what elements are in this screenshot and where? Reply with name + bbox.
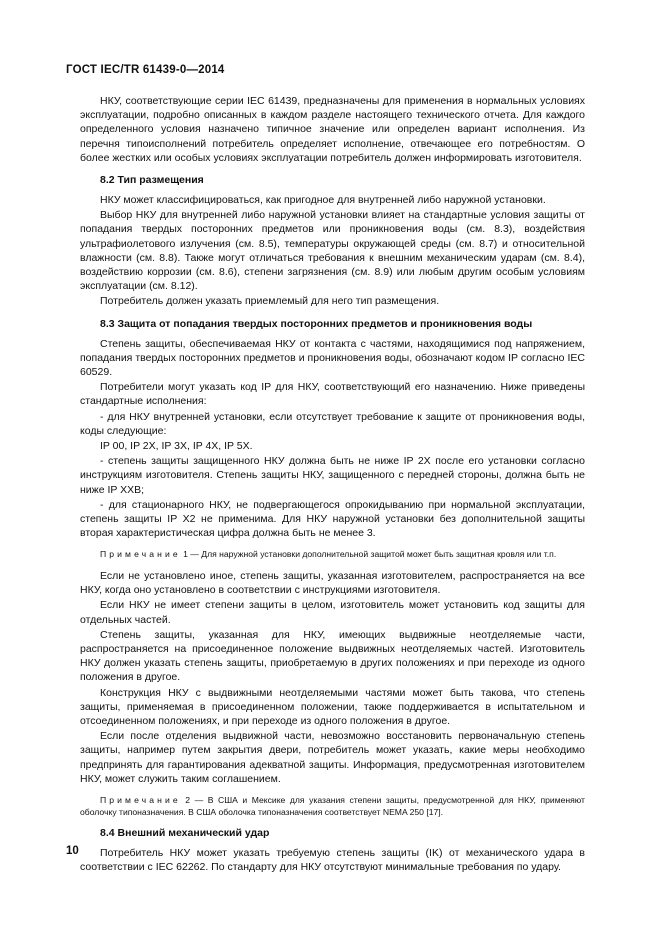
- section-8-4-heading: 8.4 Внешний механический удар: [100, 827, 270, 840]
- page-body: [80, 94, 585, 875]
- paragraph: Если НКУ не имеет степени защиты в целом, изготовитель может установить код защиты для отдельных частей.: [80, 599, 585, 626]
- section-8-3-heading: 8.3 Защита от попадания твердых посторонних предметов и проникновения воды: [100, 317, 533, 330]
- paragraph: Конструкция НКУ с выдвижными неотделяемыми частями может быть такова, что степень защиты, применяемая в присоединенном положении, также поддерживается в испытательном и отсоединенном положениях, и при переходе из одного положения в другое.: [80, 686, 585, 728]
- note-1: [80, 549, 585, 561]
- paragraph: Степень защиты, указанная для НКУ, имеющих выдвижные неотделяемые части, распространяется на присоединенное положение выдвижных неотделяемых частей. Изготовитель НКУ должен указать степень защиты, приобретаемую в других положениях и при переходе из одного положения в другое.: [80, 628, 585, 684]
- paragraph: Потребитель должен указать приемлемый для него тип размещения.: [100, 295, 440, 308]
- paragraph: - для стационарного НКУ, не подвергающегося опрокидыванию при нормальной эксплуатации, степень защиты IP X2 не применима. Для НКУ наружной установки без дополнительной защиты вторая характеристическая цифра должна быть не менее 3.: [80, 498, 585, 540]
- note-text: 2 — В США и Мексике для указания степени защиты, предусмотренной для НКУ, применяют оболочку типоназначения. В США оболочка типоназначения соответствует NEMA 250 [17].: [80, 795, 585, 817]
- paragraph: Если не установлено иное, степень защиты, указанная изготовителем, распространяется на все НКУ, когда оно установлено в соответствии с инструкциями изготовителя.: [80, 569, 585, 597]
- page-number: 10: [66, 845, 79, 857]
- ip-code-list: IP 00, IP 2X, IP 3X, IP 4X, IP 5X.: [100, 440, 253, 453]
- paragraph: Выбор НКУ для внутренней либо наружной установки влияет на стандартные условия защиты от попадания твердых посторонних предметов или проникновения воды (см. 8.3), воздействия ультрафиолетового излучения (см. 8.5), температуры окружающей среды (см. 8.7) и относительной влажности (см. 8.8). Также могут отличаться требования к внешним механическим ударам (см. 8.4), воздействию коррозии (см. 8.6), степени загрязнения (см. 8.9) или любым другим особым условиям эксплуатации (см. 8.12).: [80, 209, 585, 293]
- paragraph: Степень защиты, обеспечиваемая НКУ от контакта с частями, находящимися под напряжением, попадания твердых посторонних предметов и проникновения воды, обозначают кодом IP согласно IEC 60529.: [80, 337, 585, 379]
- intro-paragraph: НКУ, соответствующие серии IEC 61439, предназначены для применения в нормальных условиях эксплуатации, подробно описанных в каждом разделе настоящего технического отчета. Для каждого определенного условия назначено типичное значение или определен вариант исполнения. Из перечня типоисполнений потребитель определяет исполнение, отвечающее его потребностям. О более жестких или особых условиях эксплуатации потребитель должен информировать изготовителя.: [80, 95, 585, 164]
- note-2: [80, 795, 585, 818]
- paragraph: НКУ может классифицироваться, как пригодное для внутренней либо наружной установки.: [100, 194, 546, 207]
- section-8-2-heading: 8.2 Тип размещения: [100, 174, 204, 187]
- document-header: ГОСТ IEC/TR 61439-0—2014: [66, 64, 225, 76]
- paragraph: Потребитель НКУ может указать требуемую степень защиты (IK) от механического удара в соответствии с IEC 62262. По стандарту для НКУ отсутствуют минимальные требования по удару.: [80, 847, 585, 874]
- paragraph: Потребители могут указать код IP для НКУ, соответствующий его назначению. Ниже приведены стандартные исполнения:: [80, 381, 585, 408]
- note-label: Примечание: [100, 549, 181, 560]
- note-label: Примечание: [100, 795, 181, 806]
- paragraph: - степень защиты защищенного НКУ должна быть не ниже IP 2X после его установки согласно инструкциям изготовителя. Степень защиты НКУ, защищенного с передней стороны, должна быть не ниже IP XXB;: [80, 455, 585, 496]
- paragraph: - для НКУ внутренней установки, если отсутствует требование к защите от проникновения воды, коды следующие:: [80, 410, 585, 437]
- paragraph: Если после отделения выдвижной части, невозможно восстановить первоначальную степень защиты, например путем закрытия двери, потребитель может указать, какие меры необходимо предпринять для гарантирования адекватной защиты. Информация, предусмотренная изготовителем НКУ, может служить таким соглашением.: [80, 730, 585, 785]
- note-text: 1 — Для наружной установки дополнительной защитой может быть защитная кровля или т.п.: [180, 549, 557, 560]
